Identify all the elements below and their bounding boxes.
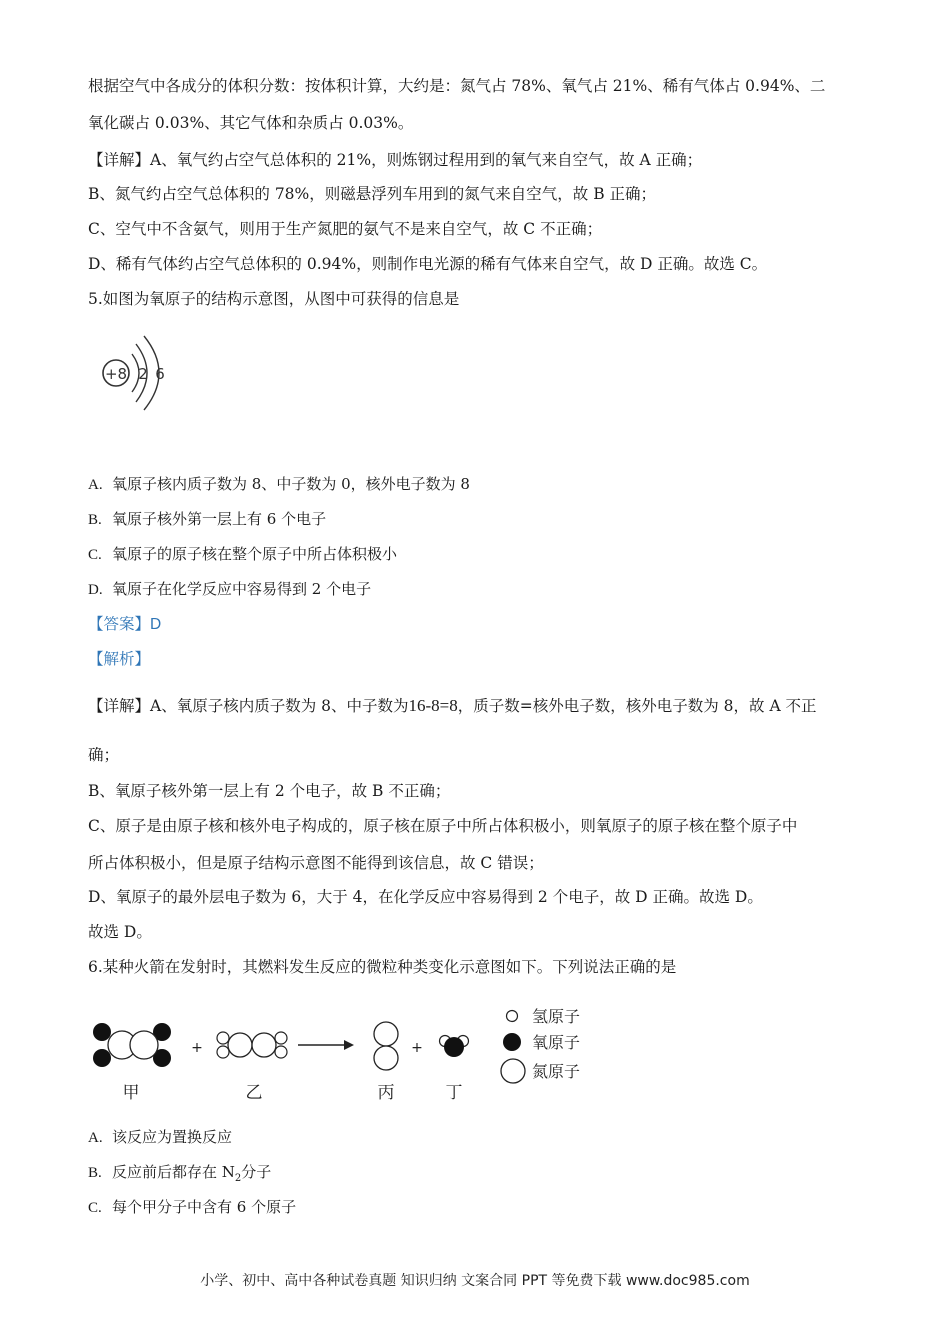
nitrogen-atom [374, 1022, 398, 1046]
q6-option-b [88, 1162, 271, 1189]
oxygen-atom [217, 1046, 229, 1058]
detail-a-part2: ，质子数=核外电子数，核外电子数为 8，故 A 不正 [457, 697, 817, 715]
intro-line-2: 氧化碳占 0.03%、其它气体和杂质占 0.03%。 [88, 114, 414, 132]
option-text-post: 分子 [241, 1163, 272, 1181]
q5-detail-a-cont: 确； [88, 746, 120, 764]
option-label: C. [88, 1200, 102, 1216]
plus-sign: + [411, 1040, 423, 1056]
option-text: 氧原子的原子核在整个原子中所占体积极小 [112, 545, 398, 563]
intro-line-1: 根据空气中各成分的体积分数：按体积计算，大约是：氮气占 78%、氧气占 21%、稀有气体占 0.94%、二 [88, 77, 826, 95]
label-jia: 甲 [122, 1083, 140, 1103]
answer-value: D [150, 616, 162, 633]
legend-nitrogen-swatch [501, 1059, 525, 1083]
hydrogen-atom [93, 1023, 111, 1041]
neutron-calc-expression: 16-8=8 [408, 696, 458, 715]
oxygen-atom-diagram [92, 330, 182, 412]
analysis-tag: 【解析】 [88, 650, 151, 668]
option-label: B. [88, 1165, 102, 1181]
legend-oxygen: 氧原子 [532, 1033, 581, 1052]
option-text-pre: 反应前后都存在 N [112, 1163, 235, 1181]
nitrogen-atom [228, 1033, 252, 1057]
option-label: A. [88, 477, 103, 493]
option-label: A. [88, 1130, 103, 1146]
detail-a-part1: 【详解】A、氧原子核内质子数为 8、中子数为 [88, 697, 409, 715]
label-bing: 丙 [377, 1083, 395, 1103]
q6-option-a [88, 1127, 232, 1148]
option-label: D. [88, 582, 103, 598]
q5-answer [88, 614, 161, 635]
page-footer: 小学、初中、高中各种试卷真题 知识归纳 文案合同 PPT 等免费下载 www.doc985.com [200, 1273, 750, 1289]
nucleus-charge: +8 [104, 365, 128, 383]
legend-nitrogen: 氮原子 [532, 1062, 581, 1081]
legend-hydrogen-swatch [507, 1011, 518, 1022]
option-text: 氧原子核外第一层上有 6 个电子 [112, 510, 327, 528]
answer-tag: 【答案】 [88, 615, 151, 633]
option-text: 氧原子核内质子数为 8、中子数为 0，核外电子数为 8 [112, 475, 470, 493]
option-text: 该反应为置换反应 [112, 1128, 233, 1146]
q5-option-d [88, 579, 371, 600]
q5-stem: 5.如图为氧原子的结构示意图，从图中可获得的信息是 [88, 290, 460, 308]
q4-detail-a: 【详解】A、氧气约占空气总体积的 21%，则炼钢过程用到的氧气来自空气，故 A 正确； [88, 151, 703, 169]
shell-2-electrons: 6 [155, 365, 165, 383]
plus-sign: + [191, 1040, 203, 1056]
q5-detail-c-2: 所占体积极小，但是原子结构示意图不能得到该信息，故 C 错误； [88, 854, 544, 872]
q5-detail-a [88, 696, 817, 716]
legend-oxygen-swatch [503, 1033, 521, 1051]
molecule-bing [374, 1022, 398, 1070]
oxygen-atom [217, 1032, 229, 1044]
option-label: C. [88, 547, 102, 563]
reaction-diagram [88, 1000, 598, 1110]
option-text: 氧原子在化学反应中容易得到 2 个电子 [112, 580, 372, 598]
oxygen-atom [275, 1032, 287, 1044]
molecule-yi [217, 1032, 287, 1058]
q5-detail-c-1: C、原子是由原子核和核外电子构成的，原子核在原子中所占体积极小，则氧原子的原子核在整个原子中 [88, 817, 798, 835]
nitrogen-atom [374, 1046, 398, 1070]
q5-option-c [88, 544, 397, 565]
option-label: B. [88, 512, 102, 528]
q5-detail-b: B、氧原子核外第一层上有 2 个电子，故 B 不正确； [88, 782, 451, 800]
molecule-ding [440, 1036, 469, 1058]
legend [501, 1007, 580, 1083]
q4-detail-b: B、氮气约占空气总体积的 78%，则磁悬浮列车用到的氮气来自空气，故 B 正确； [88, 185, 657, 203]
nitrogen-atom [252, 1033, 276, 1057]
q5-option-b [88, 509, 326, 530]
hydrogen-atom [93, 1049, 111, 1067]
option-text: 每个甲分子中含有 6 个原子 [112, 1198, 297, 1216]
oxygen-atom [444, 1037, 464, 1057]
q4-detail-d: D、稀有气体约占空气总体积的 0.94%，则制作电光源的稀有气体来自空气，故 D 正确。故选 C。 [88, 255, 768, 273]
legend-hydrogen: 氢原子 [532, 1007, 581, 1026]
label-ding: 丁 [445, 1083, 463, 1103]
q5-analysis-tag [88, 649, 150, 669]
shell-1-electrons: 2 [138, 365, 148, 383]
q6-option-c [88, 1197, 296, 1218]
q5-detail-d: D、氧原子的最外层电子数为 6，大于 4，在化学反应中容易得到 2 个电子，故 D 正确。故选 D。 [88, 888, 763, 906]
molecule-jia [93, 1023, 171, 1067]
q4-detail-c: C、空气中不含氨气，则用于生产氮肥的氨气不是来自空气，故 C 不正确； [88, 220, 603, 238]
subscript-2: 2 [234, 1173, 242, 1184]
reaction-arrow-head [344, 1040, 354, 1050]
q5-final: 故选 D。 [88, 923, 152, 941]
oxygen-atom [275, 1046, 287, 1058]
label-yi: 乙 [245, 1083, 263, 1103]
nitrogen-atom [130, 1031, 158, 1059]
q5-option-a [88, 474, 470, 495]
q6-stem: 6.某种火箭在发射时，其燃料发生反应的微粒种类变化示意图如下。下列说法正确的是 [88, 958, 677, 976]
